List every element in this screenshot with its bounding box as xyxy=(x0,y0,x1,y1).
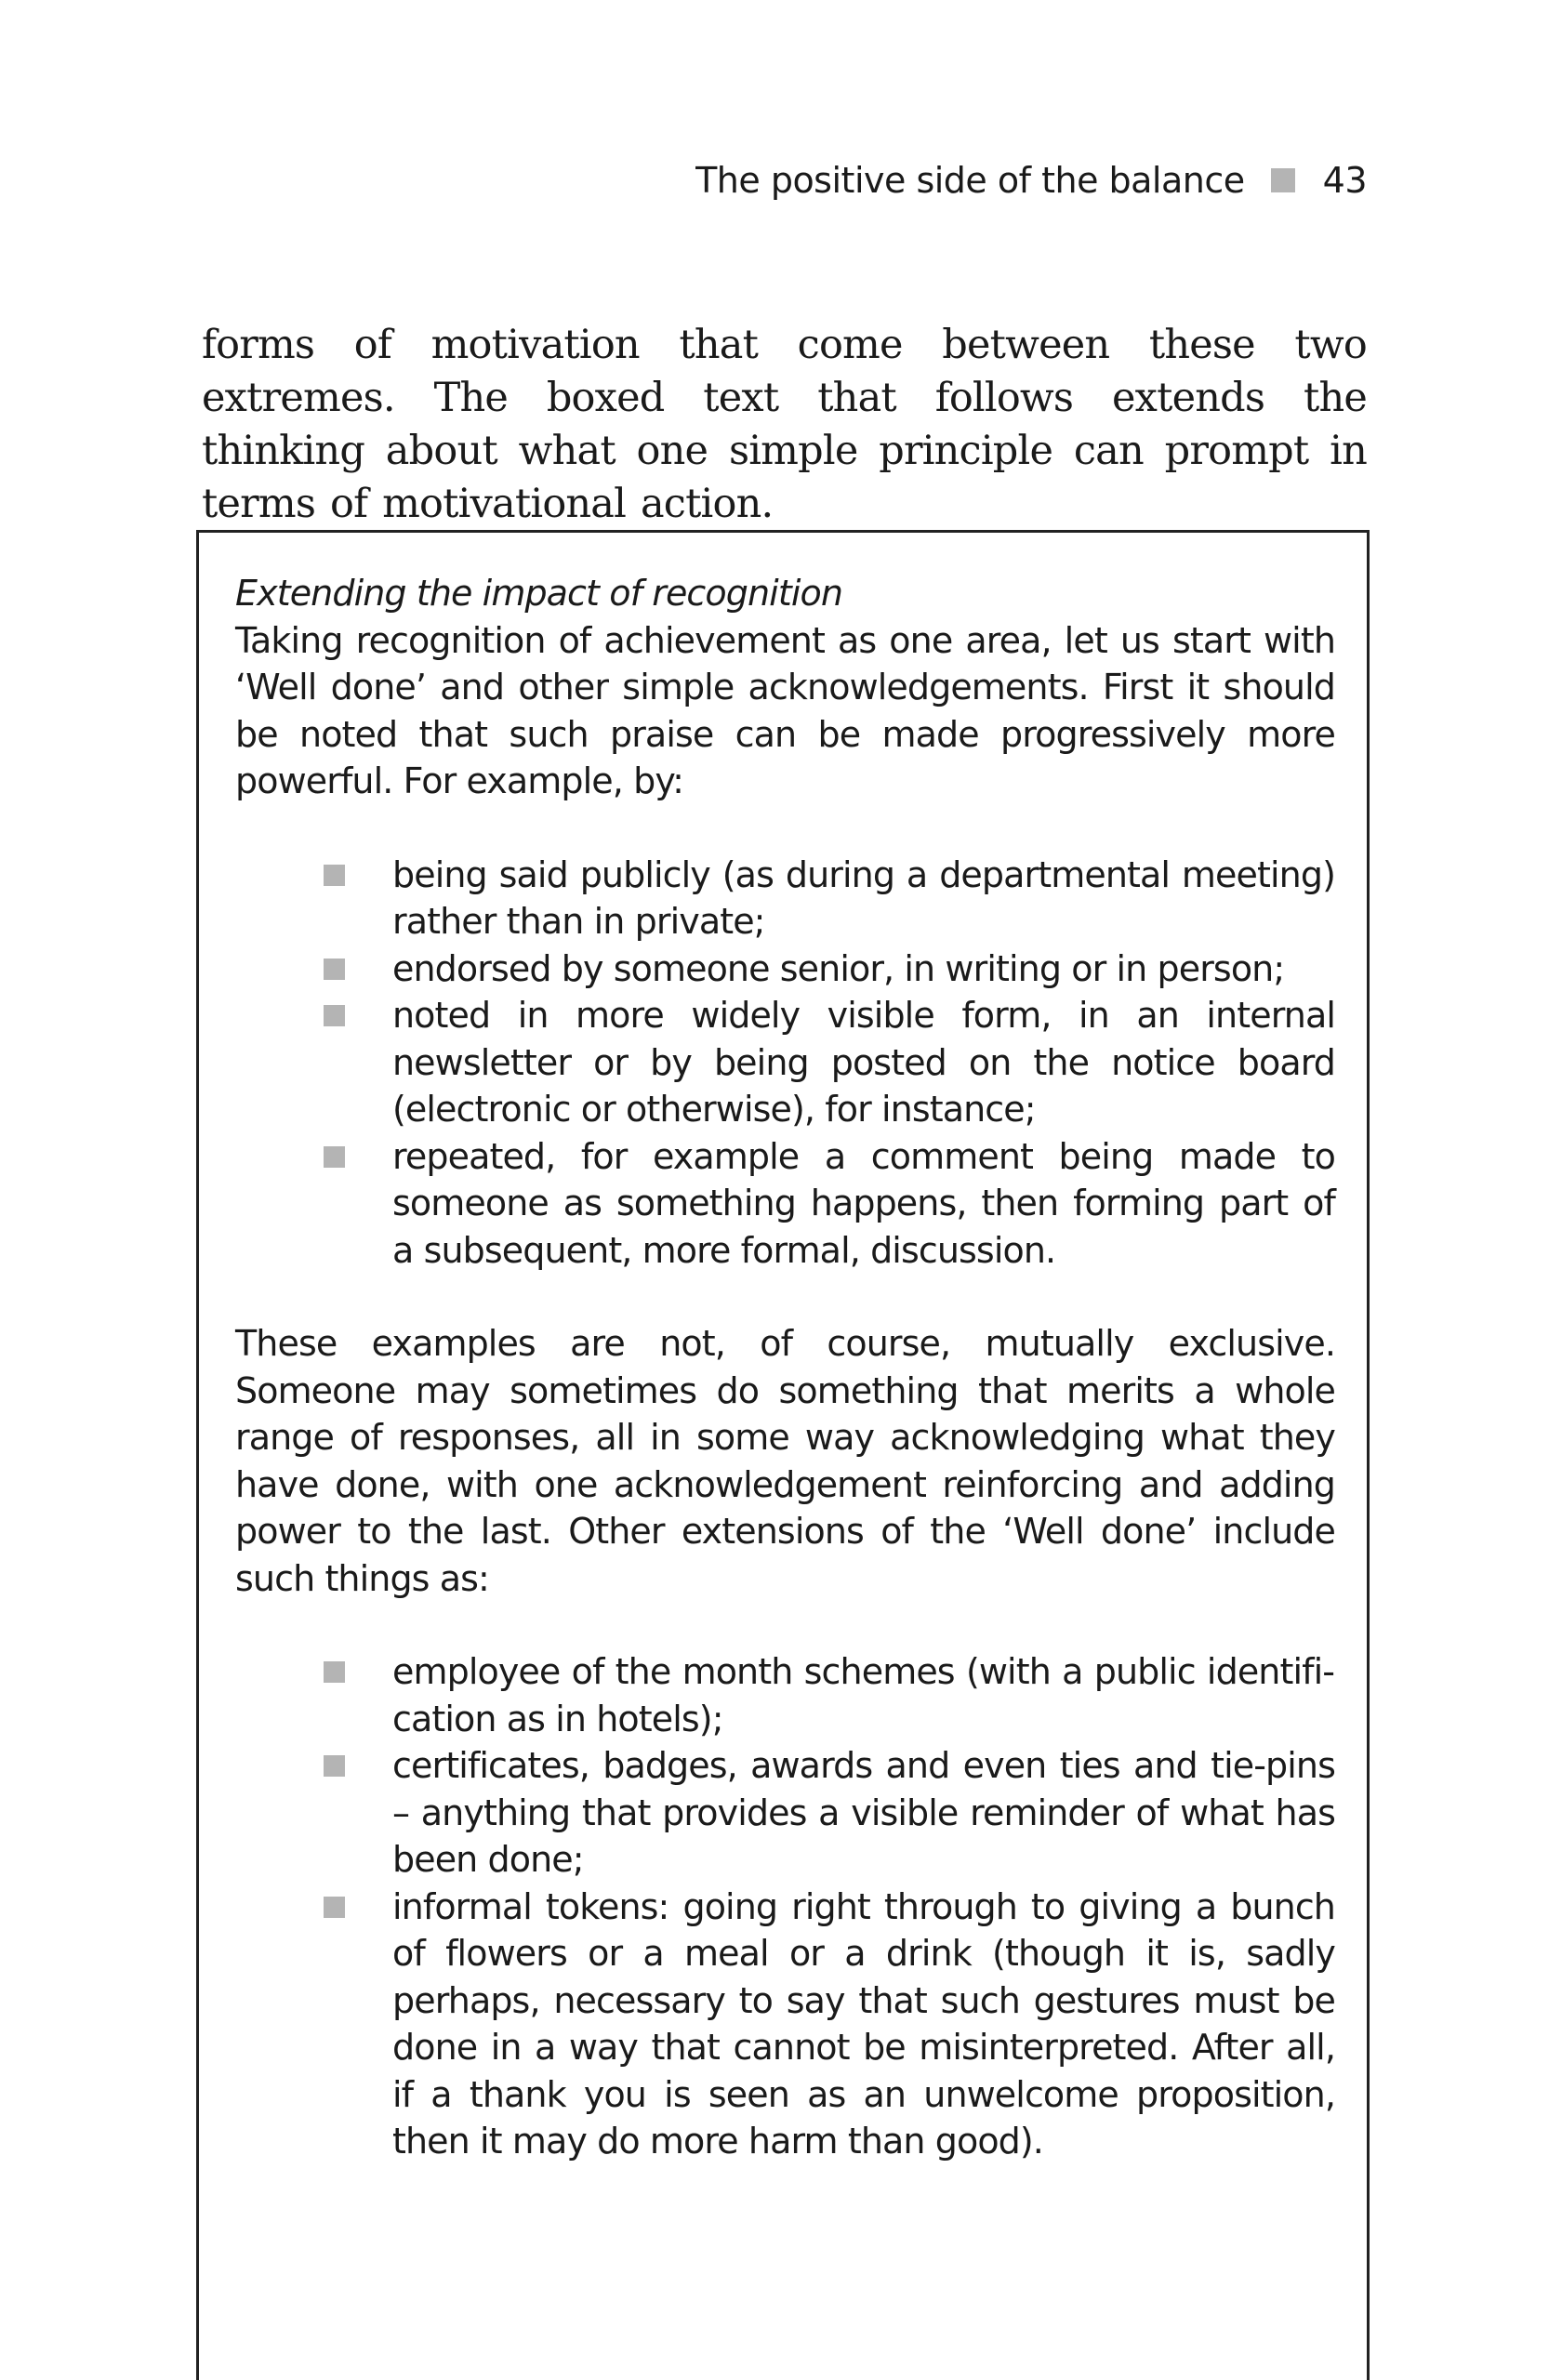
page-number: 43 xyxy=(1322,160,1367,201)
square-bullet-icon xyxy=(324,1146,345,1168)
bullet-list-1 xyxy=(235,852,1335,1275)
list-item-text: being said publicly (as during a departmental meeting) rather than in private; xyxy=(392,853,1335,942)
square-bullet-icon xyxy=(324,865,345,886)
square-bullet-icon xyxy=(324,1897,345,1918)
list-item xyxy=(235,1884,1335,2165)
square-bullet-icon xyxy=(324,1661,345,1683)
list-item xyxy=(235,945,1335,993)
box-paragraph-1: Taking recognition of achievement as one area, let us start with ‘Well done’ and other simple acknowledgements. First it should be noted that such praise can be made progressively more powerful. For example, by: xyxy=(235,619,1335,801)
list-item-text: endorsed by someone senior, in writing or in person; xyxy=(392,947,1285,989)
list-item-text: noted in more widely visible form, in an internal newsletter or by being posted on the notice board (electronic or otherwise), for instance; xyxy=(392,995,1335,1130)
square-bullet-icon xyxy=(324,959,345,980)
list-item-text: repeated, for example a comment being made to someone as something happens, then forming part of a subsequent, more formal, discussion. xyxy=(392,1135,1335,1271)
boxed-text-content xyxy=(235,570,1335,2212)
square-separator-icon xyxy=(1271,168,1295,192)
intro-paragraph: forms of motivation that come between these two extremes. The boxed text that follows extends the thinking about what one simple principle can prompt in terms of motivational action. xyxy=(202,322,1367,527)
list-item-text: certificates, badges, awards and even ties and tie-pins – anything that provides a visible reminder of what has been done; xyxy=(392,1745,1335,1880)
running-head-title: The positive side of the balance xyxy=(695,160,1245,201)
list-item xyxy=(235,1648,1335,1742)
list-item-text: employee of the month schemes (with a public identification as in hotels); xyxy=(392,1651,1335,1739)
square-bullet-icon xyxy=(324,1755,345,1777)
running-head xyxy=(695,160,1367,201)
list-item xyxy=(235,992,1335,1133)
list-item-text: informal tokens: going right through to giving a bunch of flowers or a meal or a drink (though it is, sadly perhaps, necessary to say that such gestures must be done in a way that cannot be misinterpreted. After all, if a thank you is seen as an unwelcome proposition, then it may do more harm than good). xyxy=(392,1885,1335,2162)
bullet-list-2 xyxy=(235,1648,1335,2165)
box-paragraph-2: These examples are not, of course, mutually exclusive. Someone may sometimes do something that merits a whole range of responses, all in some way acknowledging what they have done, with one acknowledgement reinforcing and adding power to the last. Other extensions of the ‘Well done’ include such things as: xyxy=(235,1323,1335,1599)
square-bullet-icon xyxy=(324,1005,345,1026)
box-title: Extending the impact of recognition xyxy=(235,573,843,614)
list-item xyxy=(235,1133,1335,1275)
boxed-text xyxy=(196,530,1370,2380)
list-item xyxy=(235,1742,1335,1884)
list-item xyxy=(235,852,1335,945)
